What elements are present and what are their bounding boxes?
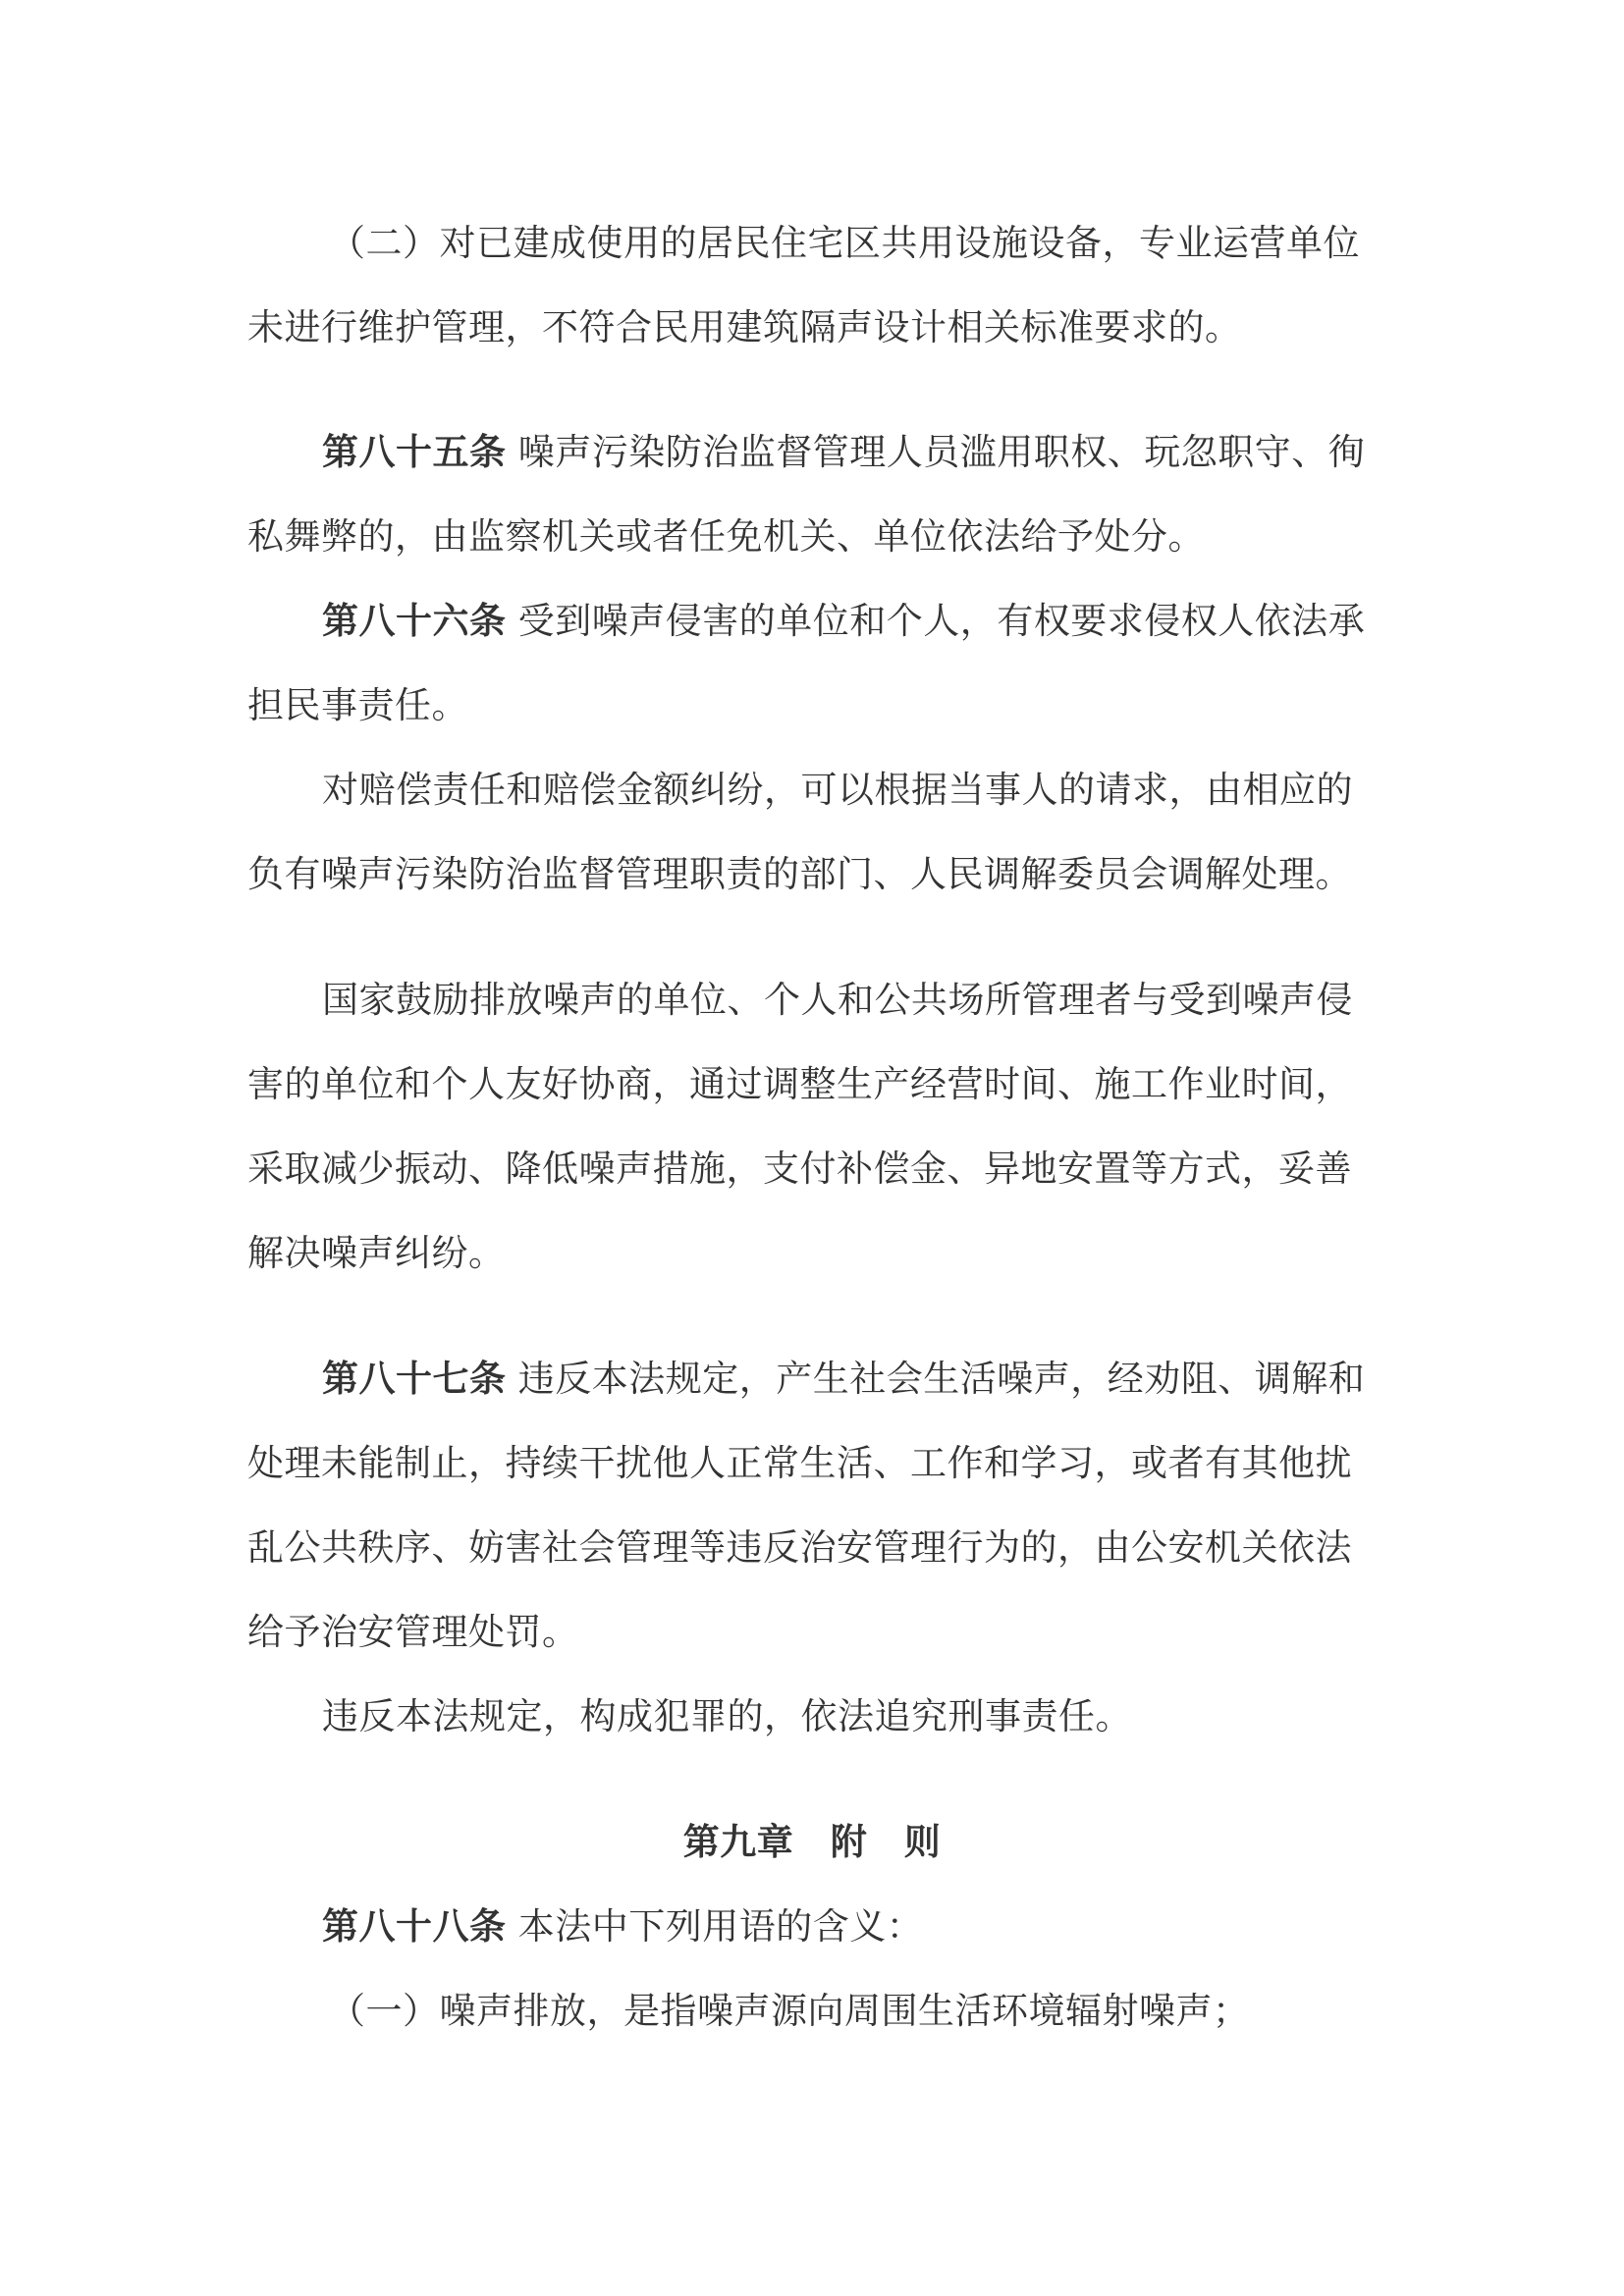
article-87-line-3: 乱公共秩序、妨害社会管理等违反治安管理行为的，由公安机关依法 [247, 1526, 1352, 1569]
paragraph-encourage-line-1: 国家鼓励排放噪声的单位、个人和公共场所管理者与受到噪声侵 [322, 979, 1353, 1021]
article-85-line-1: 第八十五条 噪声污染防治监督管理人员滥用职权、玩忽职守、徇 [322, 431, 1366, 473]
article-87-line-2: 处理未能制止，持续干扰他人正常生活、工作和学习，或者有其他扰 [247, 1442, 1352, 1484]
article-86-line-1: 第八十六条 受到噪声侵害的单位和个人，有权要求侵权人依法承 [322, 600, 1366, 642]
paragraph-criminal-line-1: 违反本法规定，构成犯罪的，依法追究刑事责任。 [322, 1695, 1132, 1737]
paragraph-encourage-line-4: 解决噪声纠纷。 [247, 1232, 506, 1274]
article-88-title: 第八十八条 [322, 1905, 507, 1948]
paragraph-compensation-line-2: 负有噪声污染防治监督管理职责的部门、人民调解委员会调解处理。 [247, 853, 1352, 895]
article-85-title: 第八十五条 [322, 431, 507, 473]
item-one-line-1: （一）噪声排放，是指噪声源向周围生活环境辐射噪声； [329, 1990, 1250, 2032]
paragraph-compensation-line-1: 对赔偿责任和赔偿金额纠纷，可以根据当事人的请求，由相应的 [322, 769, 1353, 811]
article-87-line-1: 第八十七条 违反本法规定，产生社会生活噪声，经劝阻、调解和 [322, 1358, 1366, 1400]
paragraph-encourage-line-3: 采取减少振动、降低噪声措施，支付补偿金、异地安置等方式，妥善 [247, 1148, 1352, 1190]
paragraph-encourage-line-2: 害的单位和个人友好协商，通过调整生产经营时间、施工作业时间， [247, 1063, 1352, 1105]
chapter-heading: 第九章 附 则 [682, 1821, 942, 1863]
article-85-line-2: 私舞弊的，由监察机关或者任免机关、单位依法给予处分。 [247, 515, 1205, 558]
article-88-line-1: 第八十八条 本法中下列用语的含义： [322, 1905, 924, 1948]
article-87-line-4: 给予治安管理处罚。 [247, 1611, 579, 1653]
item-two-line-2: 未进行维护管理，不符合民用建筑隔声设计相关标准要求的。 [247, 306, 1242, 348]
article-87-title: 第八十七条 [322, 1358, 507, 1400]
article-86-title: 第八十六条 [322, 600, 507, 642]
article-86-line-2: 担民事责任。 [247, 684, 468, 726]
item-two-line-1: （二）对已建成使用的居民住宅区共用设施设备，专业运营单位 [329, 222, 1360, 264]
